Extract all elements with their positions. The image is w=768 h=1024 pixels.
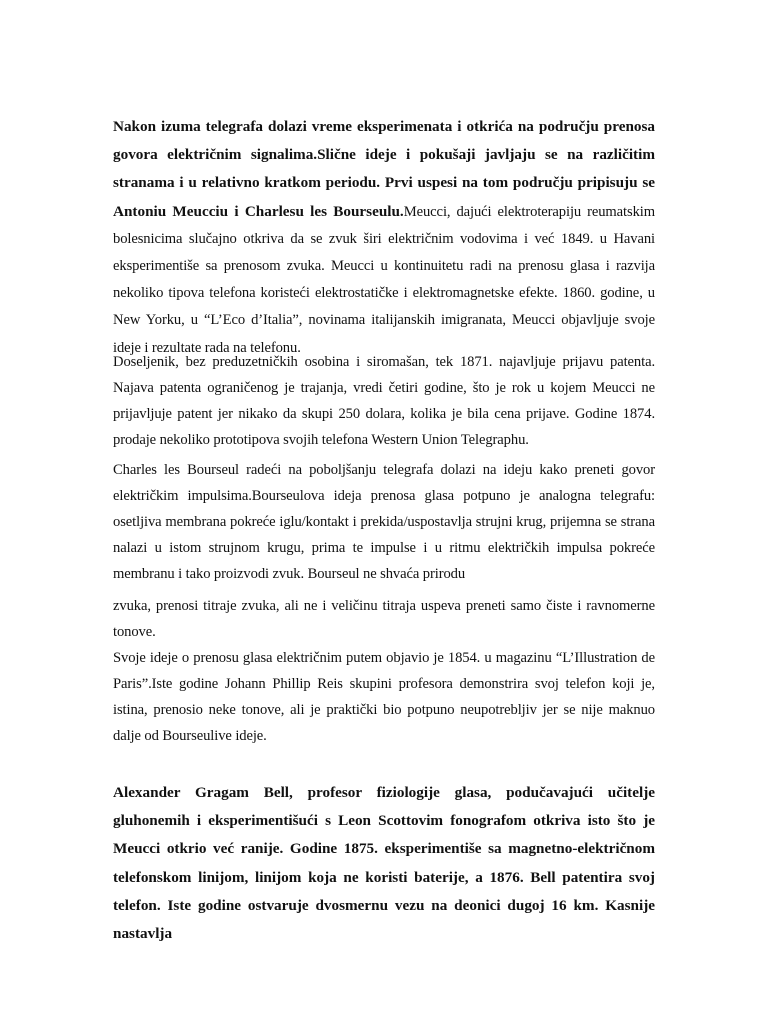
paragraph-bourseul-idea: Charles les Bourseul radeći na poboljšanju telegrafa dolazi na ideju kako preneti govor električkim impulsima.Bourseulova ideja prenosa glasa potpuno je analogna telegrafu: osetljiva membrana pokreće iglu/kontakt i prekida/uspostavlja strujni krug, prijemna se strana nalazi u istom strujnom krugu, prima te impulse i u ritmu električkih impulsa pokreće membranu i tako proizvodi zvuk. Bourseul ne shvaća prirodu [113,462,655,582]
intro-paragraph [113,113,655,362]
paragraph-meucci-patent: Doseljenik, bez preduzetničkih osobina i siromašan, tek 1871. najavljuje prijavu patenta. Najava patenta ograničenog je trajanja, vredi četiri godine, što je rok u kojem Meucci ne prijavljuje patent jer nikako da skupi 250 dolara, kolika je bila cena prijave. Godine 1874. prodaje nekoliko prototipova svojih telefona Western Union Telegraphu. [113,354,655,448]
intro-bold-text: Nakon izuma telegrafa dolazi vreme eksperimenata i otkrića na području prenosa govora električnim signalima.Slične ideje i pokušaji javljaju se na različitim stranama i u relativno kratkom periodu. Prvi uspesi na tom području pripisuju se Antoniu Meucciu i Charlesu les Bourseulu. [113,118,655,220]
paragraph-bourseul-tones: zvuka, prenosi titraje zvuka, ali ne i veličinu titraja uspeva preneti samo čiste i ravnomerne tonove. [113,598,655,640]
intro-regular-text: Meucci, dajući elektroterapiju reumatskim bolesnicima slučajno otkriva da se zvuk širi električnim vodovima i već 1849. u Havani eksperimentiše sa prenosom zvuka. Meucci u kontinuitetu radi na prenosu glasa i razvija nekoliko tipova telefona koristeći elektrostatičke i elektromagnetske efekte. 1860. godine, u New Yorku, u “L’Eco d’Italia”, novinama italijanskih imigranata, Meucci objavljuje svoje ideje i rezultate rada na telefonu. [113,203,655,356]
paragraph-reis-telefon: Svoje ideje o prenosu glasa električnim putem objavio je 1854. u magazinu “L’Illustration de Paris”.Iste godine Johann Phillip Reis skupini profesora demonstrira svoj telefon koji je, istina, prenosio neke tonove, ali je praktički bio potpuno neupotrebljiv jer se nije maknuo dalje od Bourseulive ideje. [113,650,655,744]
paragraph-bell: Alexander Gragam Bell, profesor fiziologije glasa, podučavajući učitelje gluhonemih i eksperimentišući s Leon Scottovim fonografom otkriva isto što je Meucci otkrio već ranije. Godine 1875. eksperimentiše sa magnetno-električnom telefonskom linijom, linijom koja ne koristi baterije, a 1876. Bell patentira svoj telefon. Iste godine ostvaruje dvosmernu vezu na deonici dugoj 16 km. Kasnije nastavlja [113,784,655,943]
